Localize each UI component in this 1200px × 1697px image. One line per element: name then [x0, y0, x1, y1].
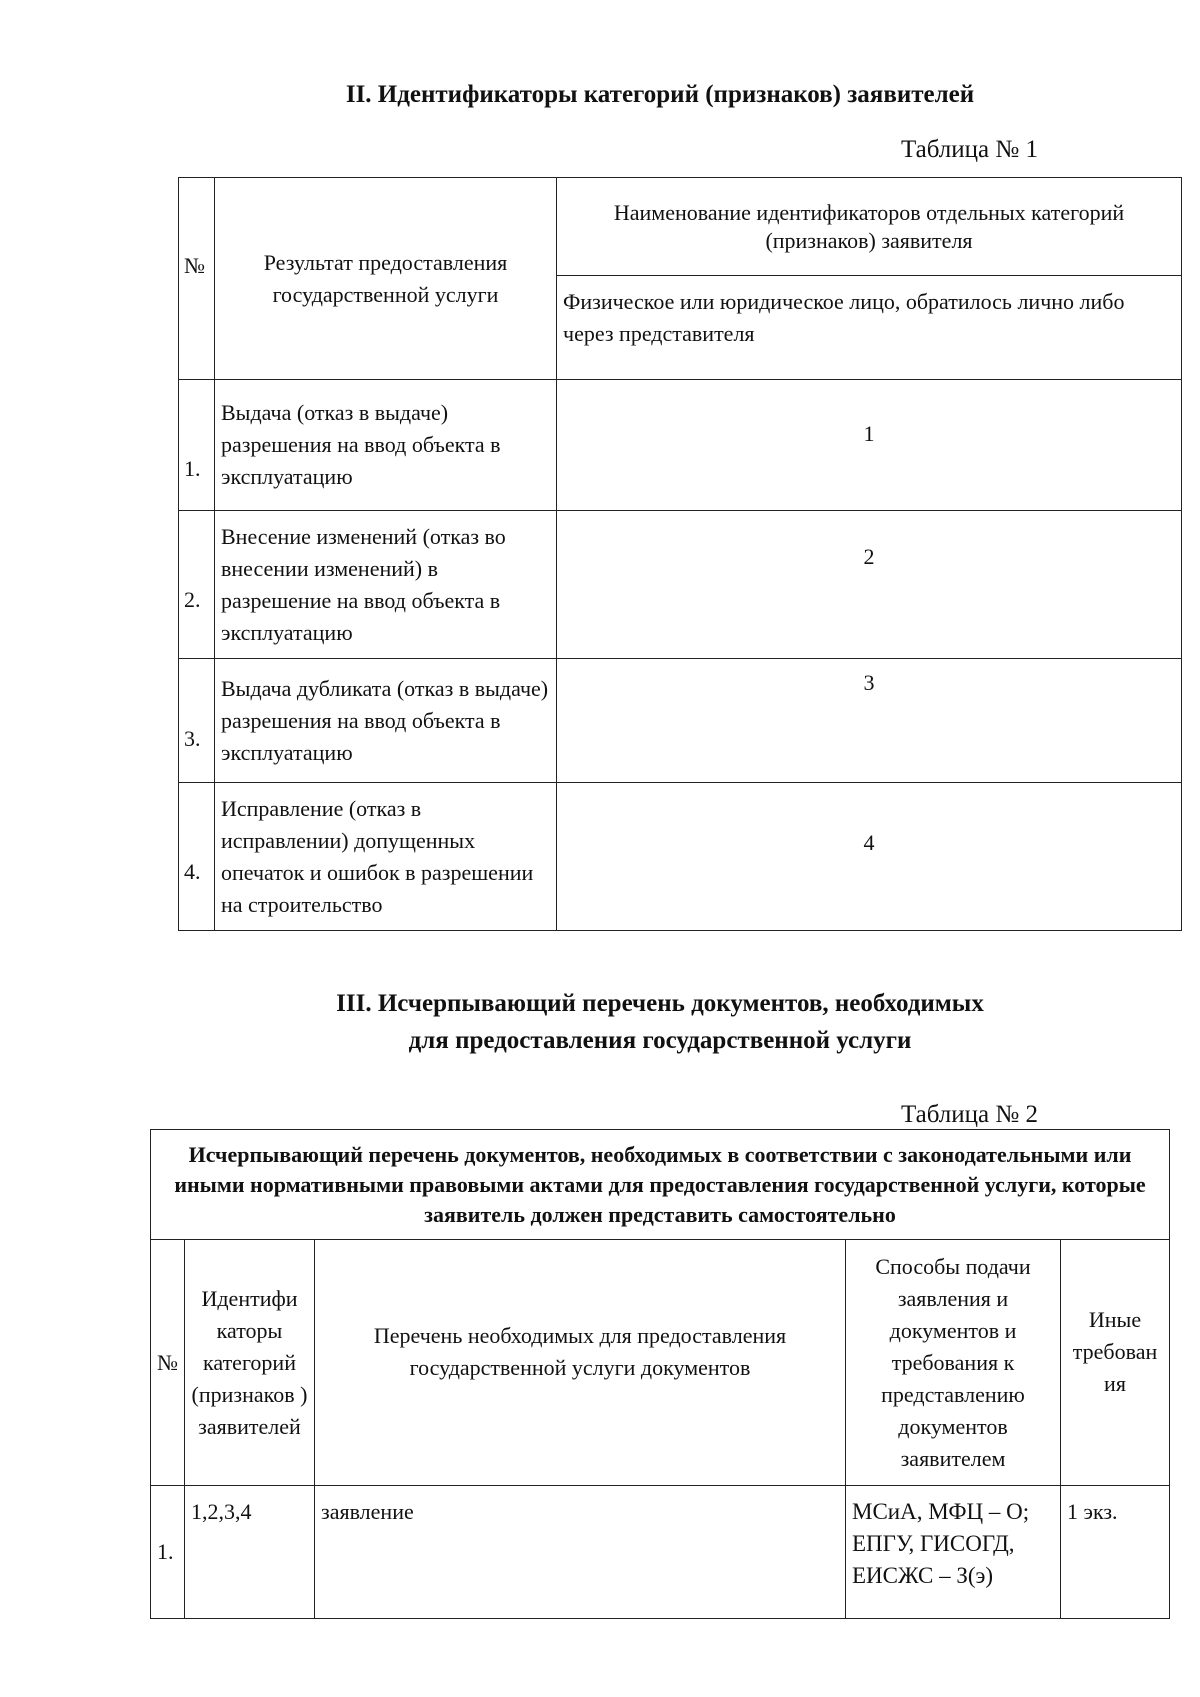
column-header-identifiers: Идентифи каторы категорий (признаков ) заявителей — [185, 1240, 315, 1486]
column-header-methods: Способы подачи заявления и документов и требования к представлению документов заявителем — [846, 1240, 1061, 1486]
row-result: Выдача дубликата (отказ в выдаче) разрешения на ввод объекта в эксплуатацию — [215, 659, 557, 783]
column-header-documents: Перечень необходимых для предоставления государственной услуги документов — [315, 1240, 846, 1486]
row-result: Исправление (отказ в исправлении) допущенных опечаток и ошибок в разрешении на строительство — [215, 783, 557, 931]
table-row — [179, 659, 1182, 783]
row-number: 2. — [179, 511, 215, 659]
row-number: 1. — [179, 380, 215, 511]
column-header-num: № — [179, 178, 215, 380]
row-other: 1 экз. — [1061, 1486, 1170, 1619]
row-result: Внесение изменений (отказ во внесении изменений) в разрешение на ввод объекта в эксплуатацию — [215, 511, 557, 659]
documents-table-caption: Исчерпывающий перечень документов, необходимых в соответствии с законодательными или иными нормативными правовыми актами для предоставления государственной услуги, которые заявитель должен представить самостоятельно — [151, 1130, 1170, 1240]
row-result: Выдача (отказ в выдаче) разрешения на ввод объекта в эксплуатацию — [215, 380, 557, 511]
row-number: 4. — [179, 783, 215, 931]
row-methods: МСиА, МФЦ – О; ЕПГУ, ГИСОГД, ЕИСЖС – З(э) — [846, 1486, 1061, 1619]
identifiers-table — [178, 177, 1182, 931]
row-document: заявление — [315, 1486, 846, 1619]
row-identifier-value: 2 — [557, 511, 1182, 659]
documents-table — [150, 1129, 1170, 1619]
column-subheader-applicant: Физическое или юридическое лицо, обратилось лично либо через представителя — [557, 276, 1182, 380]
column-header-identifiers: Наименование идентификаторов отдельных категорий (признаков) заявителя — [557, 178, 1182, 276]
section-3-title-line-1: III. Исчерпывающий перечень документов, необходимых — [336, 990, 984, 1017]
column-header-other: Иные требован ия — [1061, 1240, 1170, 1486]
row-identifiers: 1,2,3,4 — [185, 1486, 315, 1619]
row-number: 1. — [151, 1486, 185, 1619]
row-identifier-value: 1 — [557, 380, 1182, 511]
table-row — [179, 380, 1182, 511]
table-2-label: Таблица № 2 — [900, 1101, 1038, 1128]
column-header-num: № — [151, 1240, 185, 1486]
row-identifier-value: 3 — [557, 659, 1182, 783]
table-row — [151, 1486, 1170, 1619]
row-number: 3. — [179, 659, 215, 783]
section-3-title-line-2: для предоставления государственной услуги — [408, 1027, 912, 1054]
table-row — [179, 511, 1182, 659]
section-2-title: II. Идентификаторы категорий (признаков) заявителей — [345, 81, 975, 108]
table-row — [179, 783, 1182, 931]
row-identifier-value: 4 — [557, 783, 1182, 931]
table-1-label: Таблица № 1 — [900, 136, 1038, 163]
column-header-result: Результат предоставления государственной услуги — [215, 178, 557, 380]
